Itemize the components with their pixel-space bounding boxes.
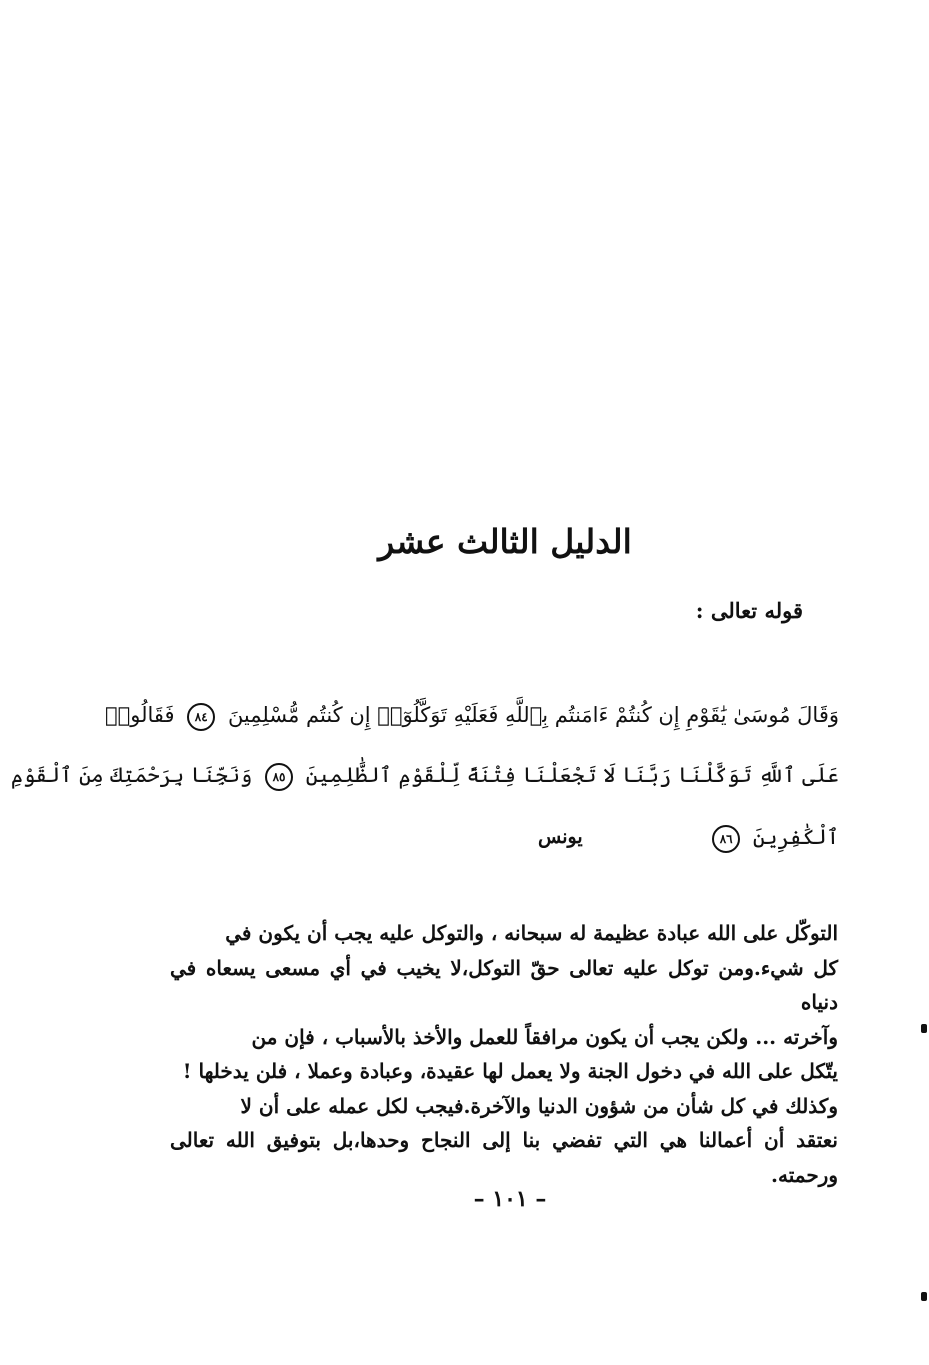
page-number: – ١٠١ –	[473, 1186, 547, 1212]
paragraph-line: نعتقد أن أعمالنا هي التي تفضي بنا إلى النجاح وحدها،بل بتوفيق الله تعالى ورحمته.	[170, 1128, 838, 1187]
verse-text: ٱلْكَٰفِرِينَ	[752, 825, 839, 849]
paragraph-line: التوكّل على الله عبادة عظيمة له سبحانه ، والتوكل عليه يجب أن يكون في	[225, 921, 838, 945]
paragraph-line: وآخرته ... ولكن يجب أن يكون مرافقاً للعمل والأخذ بالأسباب ، فإن من	[251, 1024, 838, 1049]
chapter-heading: الدليل الثالث عشر	[378, 522, 632, 561]
ayah-number-marker: ٨٦	[712, 825, 740, 853]
verse-text: عَلَى ٱللَّهِ تَوَكَّلْنَا رَبَّنَا لَا تَجْعَلْنَا فِتْنَةً لِّلْقَوْمِ ٱلظَّٰلِمِينَ	[305, 763, 839, 787]
quran-verse-line-1	[105, 700, 839, 731]
verse-text: وَنَجِّنَا بِرَحْمَتِكَ مِنَ ٱلْقَوْمِ	[10, 763, 253, 787]
ayah-number-marker: ٨٥	[265, 763, 293, 791]
scan-edge-mark	[921, 1024, 927, 1033]
commentary-paragraph	[170, 916, 838, 1192]
surah-name: يونس	[538, 826, 583, 848]
quran-verse-line-2	[10, 760, 839, 791]
paragraph-line: وكذلك في كل شأن من شؤون الدنيا والآخرة.فيجب لكل عمله على أن لا	[240, 1093, 838, 1118]
verse-text: وَقَالَ مُوسَىٰ يَٰقَوْمِ إِن كُنتُمْ ءَامَنتُم بِٱللَّهِ فَعَلَيْهِ تَوَكَّلُوٓا۟ إِن كُنتُم مُّسْلِمِينَ	[227, 703, 839, 727]
intro-line: قوله تعالى :	[695, 598, 803, 623]
paragraph-line: يتّكل على الله في دخول الجنة ولا يعمل لها عقيدة، وعبادة وعملا ، فلن يدخلها !	[182, 1059, 838, 1083]
quran-verse-line-3	[139, 822, 839, 853]
scan-edge-mark	[921, 1292, 927, 1301]
verse-text: فَقَالُوا۟	[105, 703, 175, 727]
ayah-number-marker: ٨٤	[187, 703, 215, 731]
paragraph-line: كل شيء.ومن توكل عليه تعالى حقّ التوكل،لا يخيب في أي مسعى يسعاه في دنياه	[170, 955, 838, 1014]
